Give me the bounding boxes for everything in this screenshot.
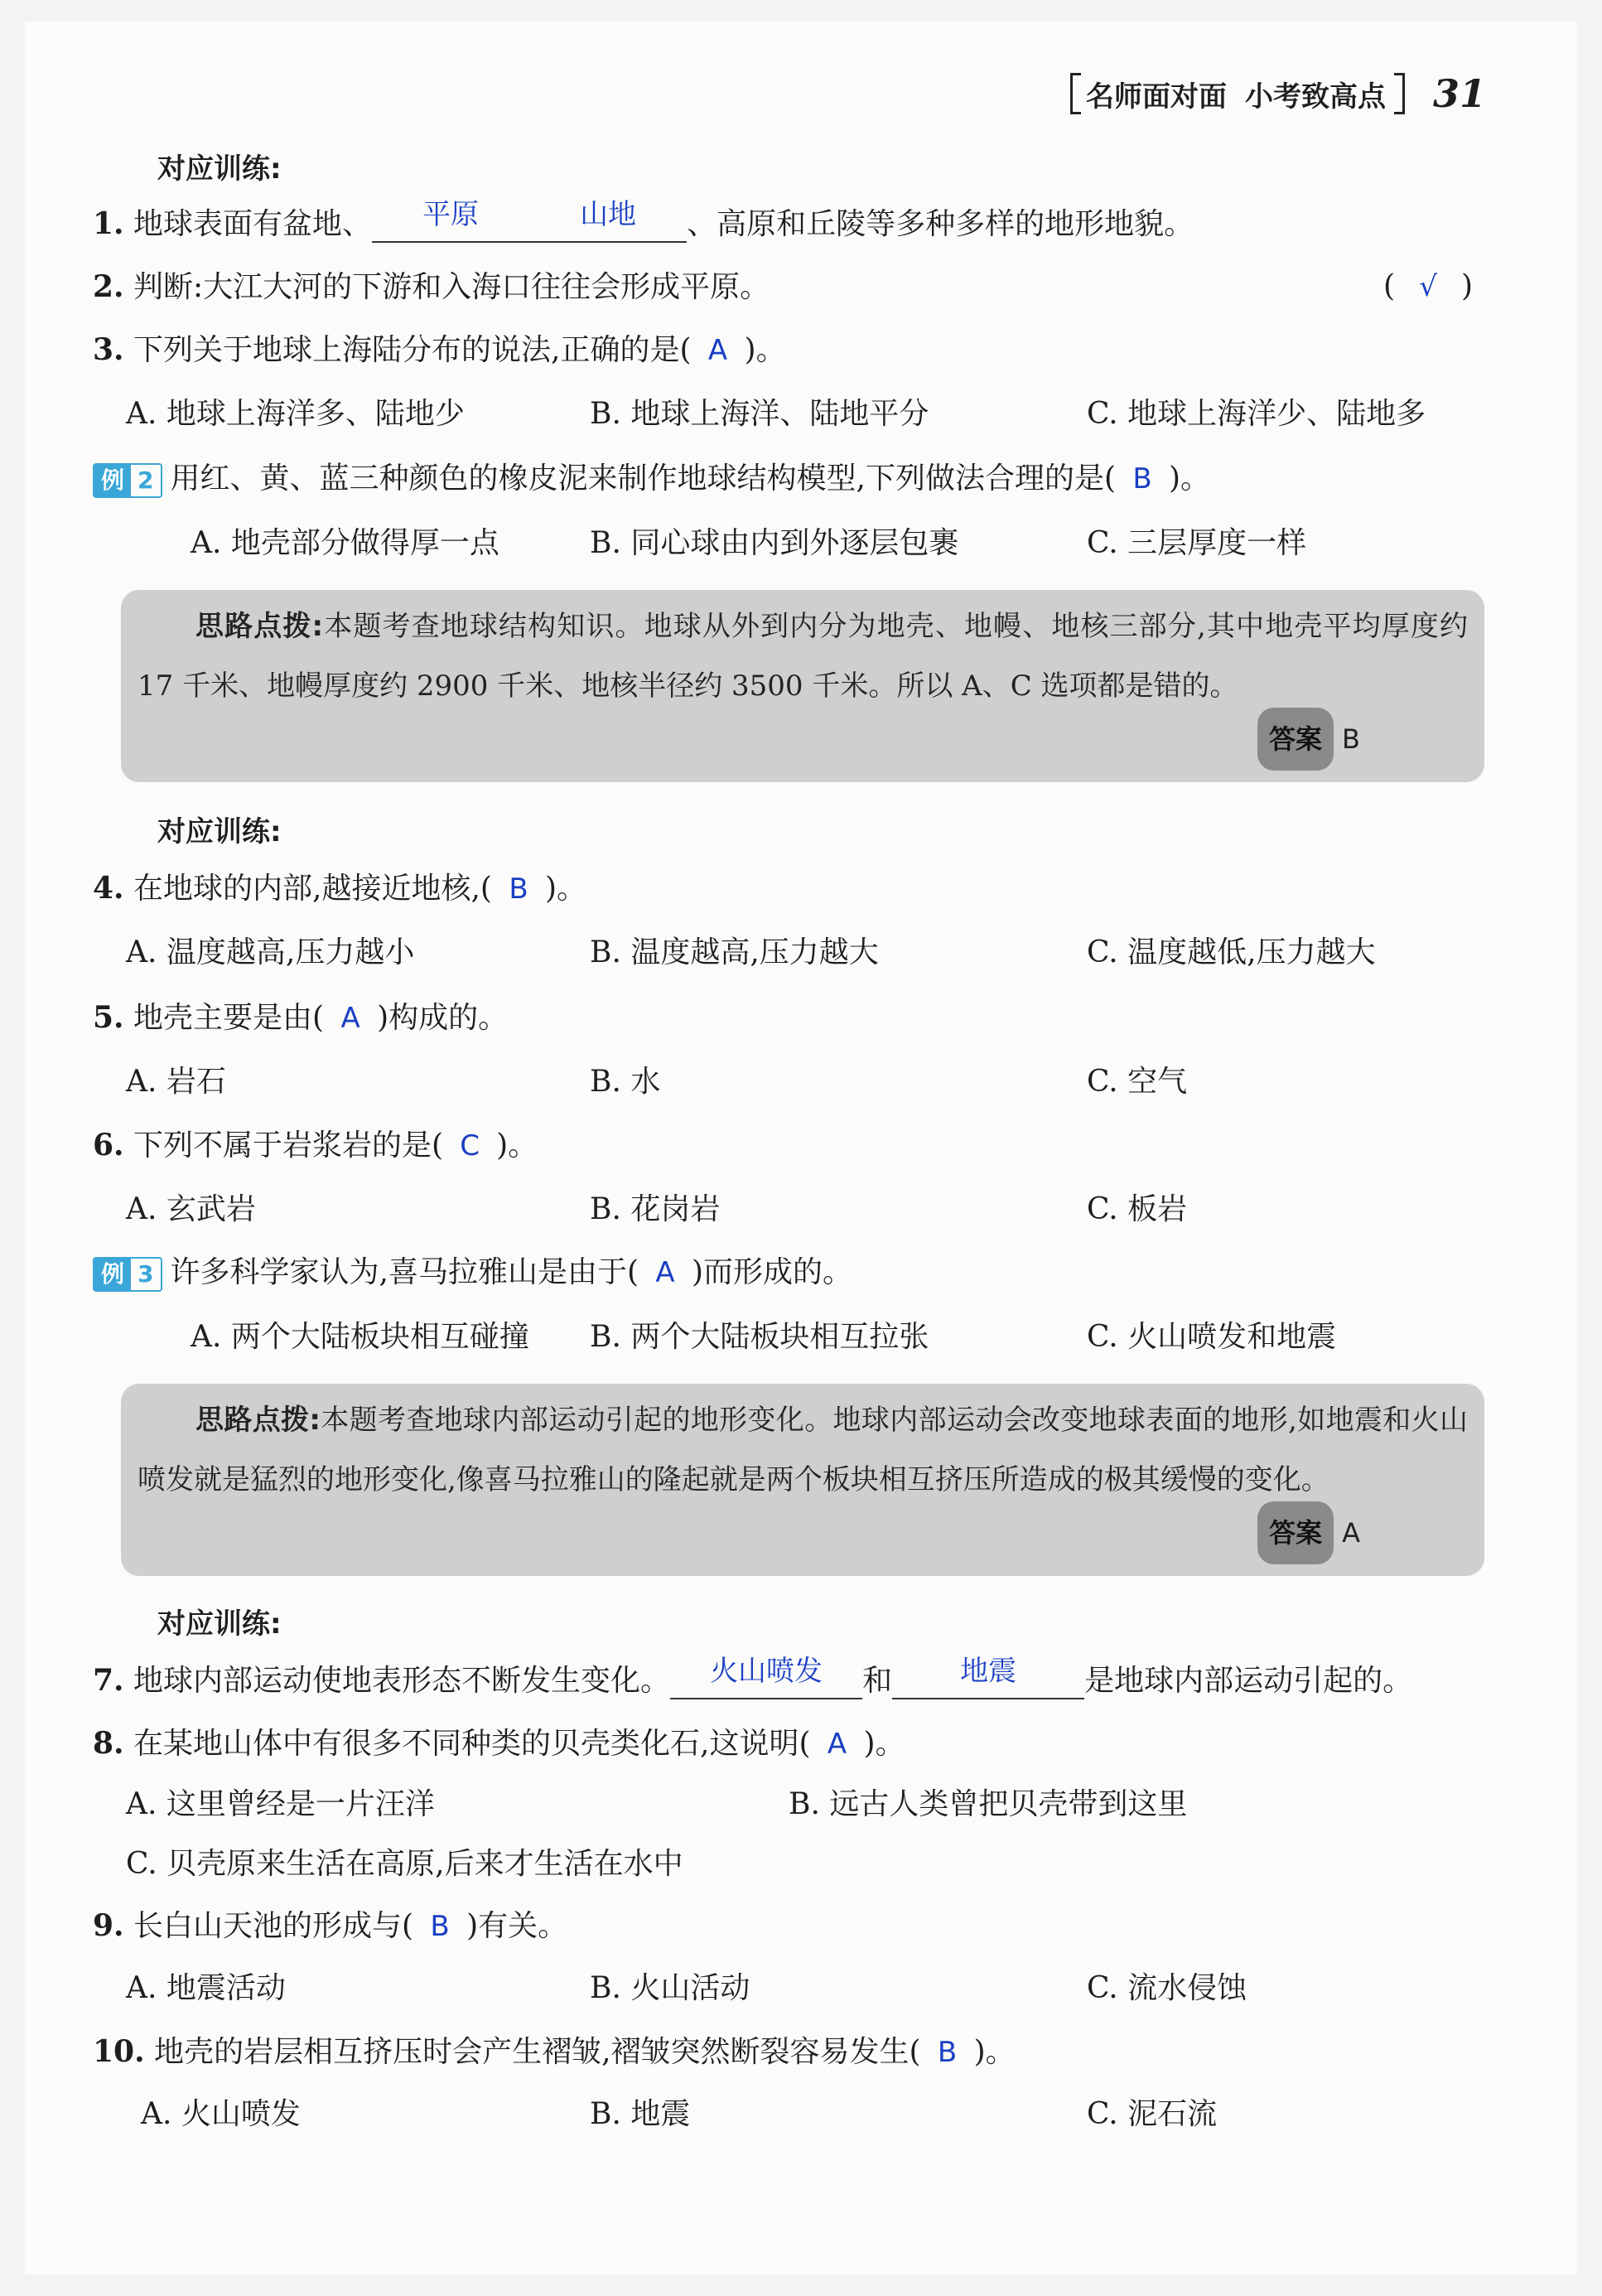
answer-blank [670, 1655, 862, 1699]
example-3 [93, 1254, 852, 1292]
question-text: 用红、黄、蓝三种颜色的橡皮泥来制作地球结构模型,下列做法合理的是( [170, 462, 1116, 495]
question-text: 地壳主要是由( [133, 1001, 325, 1035]
judgement-answer: ( √ ) [1383, 269, 1474, 303]
option: C. 流水侵蚀 [1087, 1971, 1247, 2005]
question-text: )而形成的。 [692, 1255, 853, 1289]
option: C. 贝壳原来生活在高原,后来才生活在水中 [126, 1847, 683, 1881]
question-number: 6. [93, 1128, 124, 1163]
option: A. 地壳部分做得厚一点 [191, 526, 499, 560]
handwritten-answer: 火山喷发 [710, 1655, 823, 1688]
answer-blank [892, 1655, 1084, 1699]
hint-lead: 思路点拨: [195, 610, 324, 643]
question-text: 在某地山体中有很多不同种类的贝壳类化石,这说明( [133, 1727, 811, 1761]
handwritten-answer: B [509, 872, 528, 906]
page [25, 22, 1577, 2274]
option: B. 花岗岩 [590, 1192, 721, 1226]
question-text: 长白山天池的形成与( [133, 1909, 414, 1943]
example-badge-number: 3 [138, 1260, 154, 1288]
example-badge-label: 例 [94, 1259, 131, 1290]
option: B. 远古人类曾把贝壳带到这里 [789, 1787, 1188, 1821]
question-number: 4. [93, 871, 124, 906]
option: A. 岩石 [126, 1065, 226, 1099]
option: B. 同心球由内到外逐层包裹 [590, 526, 959, 560]
question-number: 3. [93, 332, 124, 367]
option: B. 地震 [590, 2097, 691, 2131]
question-text: )。 [863, 1727, 905, 1761]
option: B. 两个大陆板块相互拉张 [590, 1320, 929, 1354]
option: A. 这里曾经是一片汪洋 [126, 1787, 435, 1821]
question-text: 下列不属于岩浆岩的是( [133, 1129, 444, 1163]
handwritten-answer: A [340, 1002, 360, 1035]
question-7 [93, 1655, 1413, 1699]
option: B. 水 [590, 1065, 661, 1099]
question-8 [93, 1725, 905, 1762]
question-number: 10. [93, 2034, 145, 2069]
question-number: 1. [93, 206, 124, 241]
question-number: 9. [93, 1908, 124, 1943]
question-4 [93, 870, 586, 907]
question-text: )。 [973, 2035, 1016, 2069]
question-text: )有关。 [466, 1909, 568, 1943]
question-text: 下列关于地球上海陆分布的说法,正确的是( [133, 333, 692, 367]
option: A. 火山喷发 [141, 2097, 301, 2131]
answer-label: 答案 [1257, 708, 1334, 771]
hint-content [138, 1390, 1468, 1510]
question-2 [93, 268, 770, 306]
answer-blank [372, 198, 529, 243]
question-text: 在地球的内部,越接近地核,( [133, 872, 492, 906]
section-heading: 对应训练: [157, 152, 282, 186]
answer-tag [1257, 708, 1360, 771]
question-text: 地球表面有盆地、 [133, 207, 373, 241]
option: C. 空气 [1087, 1065, 1188, 1099]
option: C. 火山喷发和地震 [1087, 1320, 1337, 1354]
section-heading: 对应训练: [157, 1607, 282, 1641]
question-6 [93, 1127, 538, 1164]
hint-lead: 思路点拨: [195, 1404, 321, 1437]
question-text: )。 [1169, 462, 1211, 495]
option: A. 两个大陆板块相互碰撞 [191, 1320, 529, 1354]
question-text: 地球内部运动使地表形态不断发生变化。 [133, 1664, 671, 1698]
handwritten-answer: A [827, 1728, 847, 1761]
handwritten-answer: A [655, 1256, 675, 1289]
hint-box [121, 590, 1484, 782]
question-text: )。 [496, 1129, 538, 1163]
answer-blank [529, 198, 687, 243]
option: C. 地球上海洋少、陆地多 [1087, 397, 1426, 431]
answer-value: B [1342, 723, 1360, 755]
hint-box [121, 1384, 1484, 1576]
question-10 [93, 2033, 1016, 2071]
example-badge-number: 2 [138, 466, 154, 494]
question-text: )。 [744, 333, 786, 367]
example-badge-label: 例 [94, 465, 131, 496]
header-bracket-right [1394, 73, 1405, 114]
header-subtitle: 小考致高点 [1245, 80, 1386, 114]
handwritten-answer: 山地 [580, 198, 637, 231]
option: C. 三层厚度一样 [1087, 526, 1307, 560]
question-text: 判断:大江大河的下游和入海口往往会形成平原。 [133, 270, 770, 304]
option: C. 泥石流 [1087, 2097, 1218, 2131]
question-number: 7. [93, 1663, 124, 1698]
handwritten-answer: B [937, 2036, 958, 2069]
question-text: 和 [862, 1664, 893, 1698]
question-text: 、高原和丘陵等多种多样的地形地貌。 [687, 207, 1194, 241]
option: A. 玄武岩 [126, 1192, 256, 1226]
answer-label: 答案 [1257, 1501, 1334, 1564]
question-text: )。 [544, 872, 587, 906]
example-badge [93, 463, 162, 498]
handwritten-answer: 地震 [960, 1655, 1017, 1688]
answer-tag [1257, 1501, 1360, 1564]
page-header [1070, 71, 1486, 116]
hint-text: 本题考查地球内部运动引起的地形变化。地球内部运动会改变地球表面的地形,如地震和火山喷发就是猛烈的地形变化,像喜马拉雅山的隆起就是两个板块相互挤压所造成的极其缓慢的变化。 [138, 1404, 1468, 1496]
hint-text: 本题考查地球结构知识。地球从外到内分为地壳、地幔、地核三部分,其中地壳平均厚度约 17 千米、地幔厚度约 2900 千米、地核半径约 3500 千米。所以 A、C 选项都是错的。 [138, 610, 1468, 703]
question-text: 地壳的岩层相互挤压时会产生褶皱,褶皱突然断裂容易发生( [154, 2035, 921, 2069]
option: B. 温度越高,压力越大 [590, 935, 879, 969]
answer-value: A [1342, 1517, 1360, 1549]
question-number: 2. [93, 269, 124, 304]
option: A. 地球上海洋多、陆地少 [126, 397, 465, 431]
option: A. 温度越高,压力越小 [126, 935, 415, 969]
question-text: 是地球内部运动引起的。 [1084, 1664, 1413, 1698]
option: B. 火山活动 [590, 1971, 750, 2005]
page-number: 31 [1433, 71, 1487, 116]
question-number: 8. [93, 1726, 124, 1761]
example-badge [93, 1257, 162, 1292]
question-5 [93, 999, 508, 1037]
handwritten-answer: 平原 [422, 198, 480, 231]
hint-content [138, 597, 1468, 716]
question-number: 5. [93, 1000, 124, 1035]
handwritten-answer: B [1132, 462, 1152, 495]
section-heading: 对应训练: [157, 815, 282, 848]
handwritten-answer: √ [1419, 270, 1437, 303]
header-bracket-left [1070, 73, 1081, 114]
handwritten-answer: B [430, 1910, 450, 1943]
option: B. 地球上海洋、陆地平分 [590, 397, 929, 431]
option: C. 板岩 [1087, 1192, 1188, 1226]
example-2 [93, 461, 1210, 498]
question-1 [93, 198, 1194, 243]
question-text: 许多科学家认为,喜马拉雅山是由于( [170, 1255, 639, 1289]
handwritten-answer: C [460, 1129, 480, 1163]
question-3 [93, 331, 786, 369]
header-brand: 名师面对面 [1086, 80, 1227, 114]
option: C. 温度越低,压力越大 [1087, 935, 1376, 969]
question-9 [93, 1907, 567, 1945]
handwritten-answer: A [707, 334, 728, 367]
question-text: )构成的。 [377, 1001, 509, 1035]
option: A. 地震活动 [126, 1971, 286, 2005]
